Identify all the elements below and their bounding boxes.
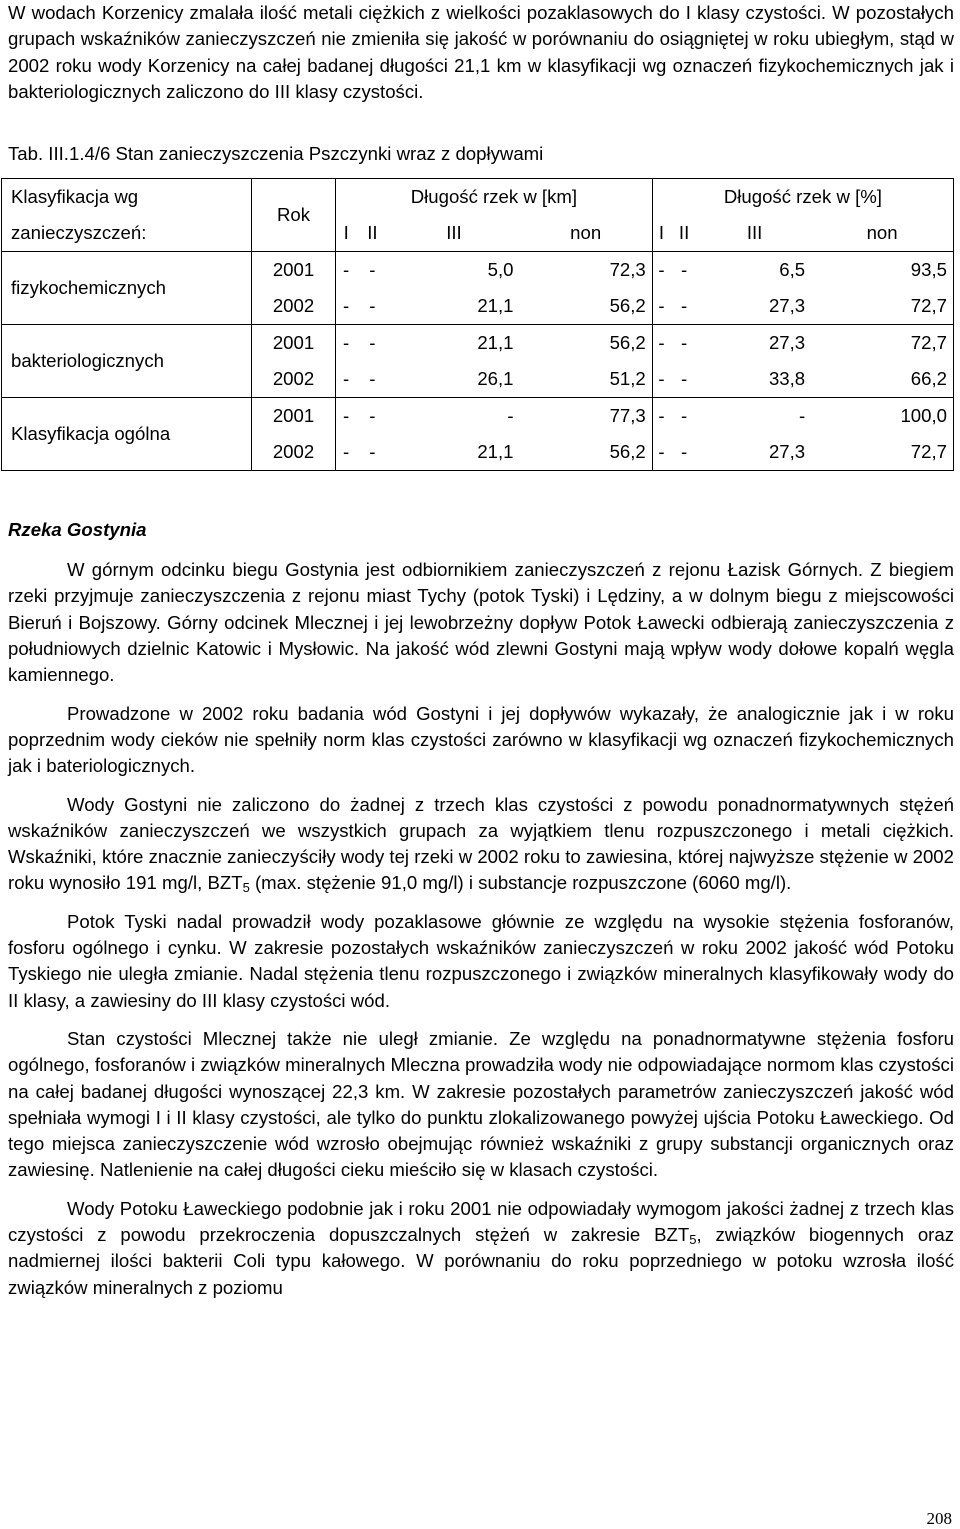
table-cell: - — [336, 325, 357, 362]
table-cell: 100,0 — [811, 398, 953, 435]
table-cell: - — [336, 434, 357, 471]
paragraph-2: Prowadzone w 2002 roku badania wód Gostyni i jej dopływów wykazały, że analogicznie jak i w roku poprzednim wody cieków nie spełniły norm klas czystości zarówno w klasyfikacji wg oznaczeń fizykochemicznych jak i bateriologicznych. — [8, 702, 954, 777]
paragraph-6-subscript: 5 — [689, 1232, 697, 1248]
section-heading: Rzeka Gostynia — [8, 519, 147, 541]
table-cell: 27,3 — [768, 332, 806, 354]
row-year: 2002 — [252, 434, 336, 471]
table-cell: - — [652, 398, 670, 435]
header-class-line2: zanieczyszczeń: — [2, 215, 252, 252]
intro-paragraph: W wodach Korzenicy zmalała ilość metali ciężkich z wielkości pozaklasowych do I klasy czystości. W pozostałych grupach wskaźników zanieczyszczeń nie zmieniła się jakość w porównaniu do osiągniętej w roku ubiegłym, stąd w 2002 roku wody Korzenicy na całej badanej długości 21,1 km w klasyfikacji wg oznaczeń fizykochemicznych jak i bakteriologicznych zaliczono do III klasy czystości. — [8, 2, 954, 102]
table-cell: - — [336, 361, 357, 398]
header-length-pct: Długość rzek w [%] — [652, 179, 953, 216]
header-sub-km-non: non — [520, 215, 653, 252]
paragraph-4: Potok Tyski nadal prowadził wody pozaklasowe głównie ze względu na wysokie stężenia fosforanów, fosforu ogólnego i cynku. W zakresie pozostałych wskaźników zanieczyszczeń w roku 2002 jakość wód Potoku Tyskiego nie uległa zmianie. Nadal stężenia tlenu rozpuszczonego i związków mineralnych klasyfikowały wody do II klasy, a zawiesiny do III klasy czystości wód. — [8, 910, 954, 1011]
paragraph-3 — [8, 792, 954, 897]
table-cell: - — [356, 434, 388, 471]
table-cell: - — [652, 288, 670, 325]
table-cell: - — [652, 325, 670, 362]
paragraph-6-text: Wody Potoku Ławeckiego podobnie jak i roku 2001 nie odpowiadały wymogom jakości żadnej z trzech klas czystości z powodu przekroczenia dopuszczalnych stężeń w zakresie BZT — [8, 1197, 954, 1246]
table-row — [2, 252, 954, 289]
table-cell: - — [369, 259, 376, 281]
table-cell: 21,1 — [477, 332, 514, 354]
header-sub-pct-1: I — [652, 215, 670, 252]
row-classification-label: Klasyfikacja ogólna — [2, 398, 252, 471]
header-length-km: Długość rzek w [km] — [336, 179, 653, 216]
table-cell: 66,2 — [811, 361, 953, 398]
table-cell: - — [681, 332, 688, 354]
row-classification-label: fizykochemicznych — [2, 252, 252, 325]
table-cell: 77,3 — [609, 405, 646, 427]
table-cell: - — [681, 259, 688, 281]
table-cell: 26,1 — [388, 361, 519, 398]
table-cell: 21,1 — [388, 288, 519, 325]
table-cell: - — [670, 288, 698, 325]
table-cell: - — [652, 252, 670, 289]
header-sub-km-2: II — [356, 215, 388, 252]
table-cell: 72,7 — [811, 434, 953, 471]
table-caption: Tab. III.1.4/6 Stan zanieczyszczenia Pszczynki wraz z dopływami — [8, 143, 544, 165]
document-page — [8, 0, 954, 1301]
table-cell: 51,2 — [520, 361, 653, 398]
row-year: 2002 — [252, 361, 336, 398]
table-cell: 56,2 — [520, 288, 653, 325]
row-year: 2001 — [252, 325, 336, 362]
header-class-line1: Klasyfikacja wg — [2, 179, 252, 216]
table-cell: 72,7 — [811, 325, 953, 362]
table-row — [2, 325, 954, 362]
header-sub-pct-3: III — [698, 215, 811, 252]
page-number: 208 — [926, 1509, 952, 1528]
table-row — [2, 398, 954, 435]
table-cell: - — [798, 405, 806, 427]
paragraph-3-text: Wody Gostyni nie zaliczono do żadnej z trzech klas czystości z powodu ponadnormatywnych stężeń wskaźników zanieczyszczeń we wszystkich grupach za wyjątkiem tlenu rozpuszczonego i metali ciężkich. Wskaźniki, które znacznie zanieczyściły wody tej rzeki w 2002 roku to zawiesina, której najwyższe stężenie w 2002 roku wynosiło 191 mg/l, BZT — [8, 793, 954, 894]
table-cell: - — [652, 361, 670, 398]
table-cell: - — [369, 405, 376, 427]
table-cell: - — [681, 405, 688, 427]
table-cell: 72,7 — [811, 288, 953, 325]
table-cell: 21,1 — [388, 434, 519, 471]
table-cell: - — [336, 252, 357, 289]
row-classification-label: bakteriologicznych — [2, 325, 252, 398]
table-cell: - — [507, 405, 514, 427]
table-cell: - — [652, 434, 670, 471]
header-sub-km-3: III — [388, 215, 519, 252]
table-cell: - — [670, 361, 698, 398]
header-sub-pct-2: II — [670, 215, 698, 252]
table-cell: - — [356, 288, 388, 325]
paragraph-6-text-end: , związków biogennych oraz nadmiernej ilości bakterii Coli typu kałowego. W porównaniu do roku poprzedniego w potoku wzrosła ilość związków mineralnych z poziomu — [8, 1224, 954, 1298]
table-cell: 33,8 — [698, 361, 811, 398]
table-cell: - — [356, 361, 388, 398]
paragraph-1: W górnym odcinku biegu Gostynia jest odbiornikiem zanieczyszczeń z rejonu Łazisk Górnych. Z biegiem rzeki przyjmuje zanieczyszczenia z rejonu miast Tychy (potok Tyski) i Lędziny, a w dolnym biegu z miejscowości Bieruń i Bojszowy. Górny odcinek Mlecznej i jej lewobrzeżny dopływ Potok Ławecki odbierają zanieczyszczenia z południowych dzielnic Katowic i Mysłowic. Na jakość wód zlewni Gostyni mają wpływ wody dołowe kopalń węgla kamiennego. — [8, 559, 954, 686]
table-cell: 6,5 — [779, 259, 806, 281]
paragraph-6 — [8, 1196, 954, 1301]
table-cell: 27,3 — [698, 288, 811, 325]
paragraph-3-subscript: 5 — [242, 880, 250, 896]
header-sub-km-1: I — [336, 215, 357, 252]
table-cell: 27,3 — [698, 434, 811, 471]
paragraph-3-text-end: (max. stężenie 91,0 mg/l) i substancje rozpuszczone (6060 mg/l). — [249, 872, 792, 894]
pollution-table — [1, 178, 954, 471]
table-cell: - — [670, 434, 698, 471]
table-cell: - — [336, 398, 357, 435]
table-cell: 56,2 — [520, 434, 653, 471]
row-year: 2001 — [252, 398, 336, 435]
table-cell: 72,3 — [609, 259, 646, 281]
table-cell: 93,5 — [811, 252, 953, 289]
header-sub-pct-non: non — [811, 215, 953, 252]
row-year: 2001 — [252, 252, 336, 289]
table-cell: - — [369, 332, 376, 354]
paragraph-5: Stan czystości Mlecznej także nie uległ zmianie. Ze względu na ponadnormatywne stężenia fosforu ogólnego, fosforanów i związków mineralnych Mleczna prowadziła wody nie odpowiadające normom klas czystości na całej badanej długości wynoszącej 22,3 km. W zakresie pozostałych parametrów zanieczyszczeń jakość wód spełniała wymogi I i II klasy czystości, ale tylko do punktu zlokalizowanego powyżej ujścia Potoku Ławeckiego. Od tego miejsca zanieczyszczenie wód wzrosło obejmując również wskaźniki z grupy substancji organicznych oraz zawiesinę. Natlenienie na całej długości cieku mieściło się w klasach czystości. — [8, 1027, 954, 1181]
row-year: 2002 — [252, 288, 336, 325]
header-year: Rok — [252, 179, 336, 252]
table-cell: 56,2 — [609, 332, 646, 354]
table-cell: - — [336, 288, 357, 325]
table-cell: 5,0 — [487, 259, 514, 281]
